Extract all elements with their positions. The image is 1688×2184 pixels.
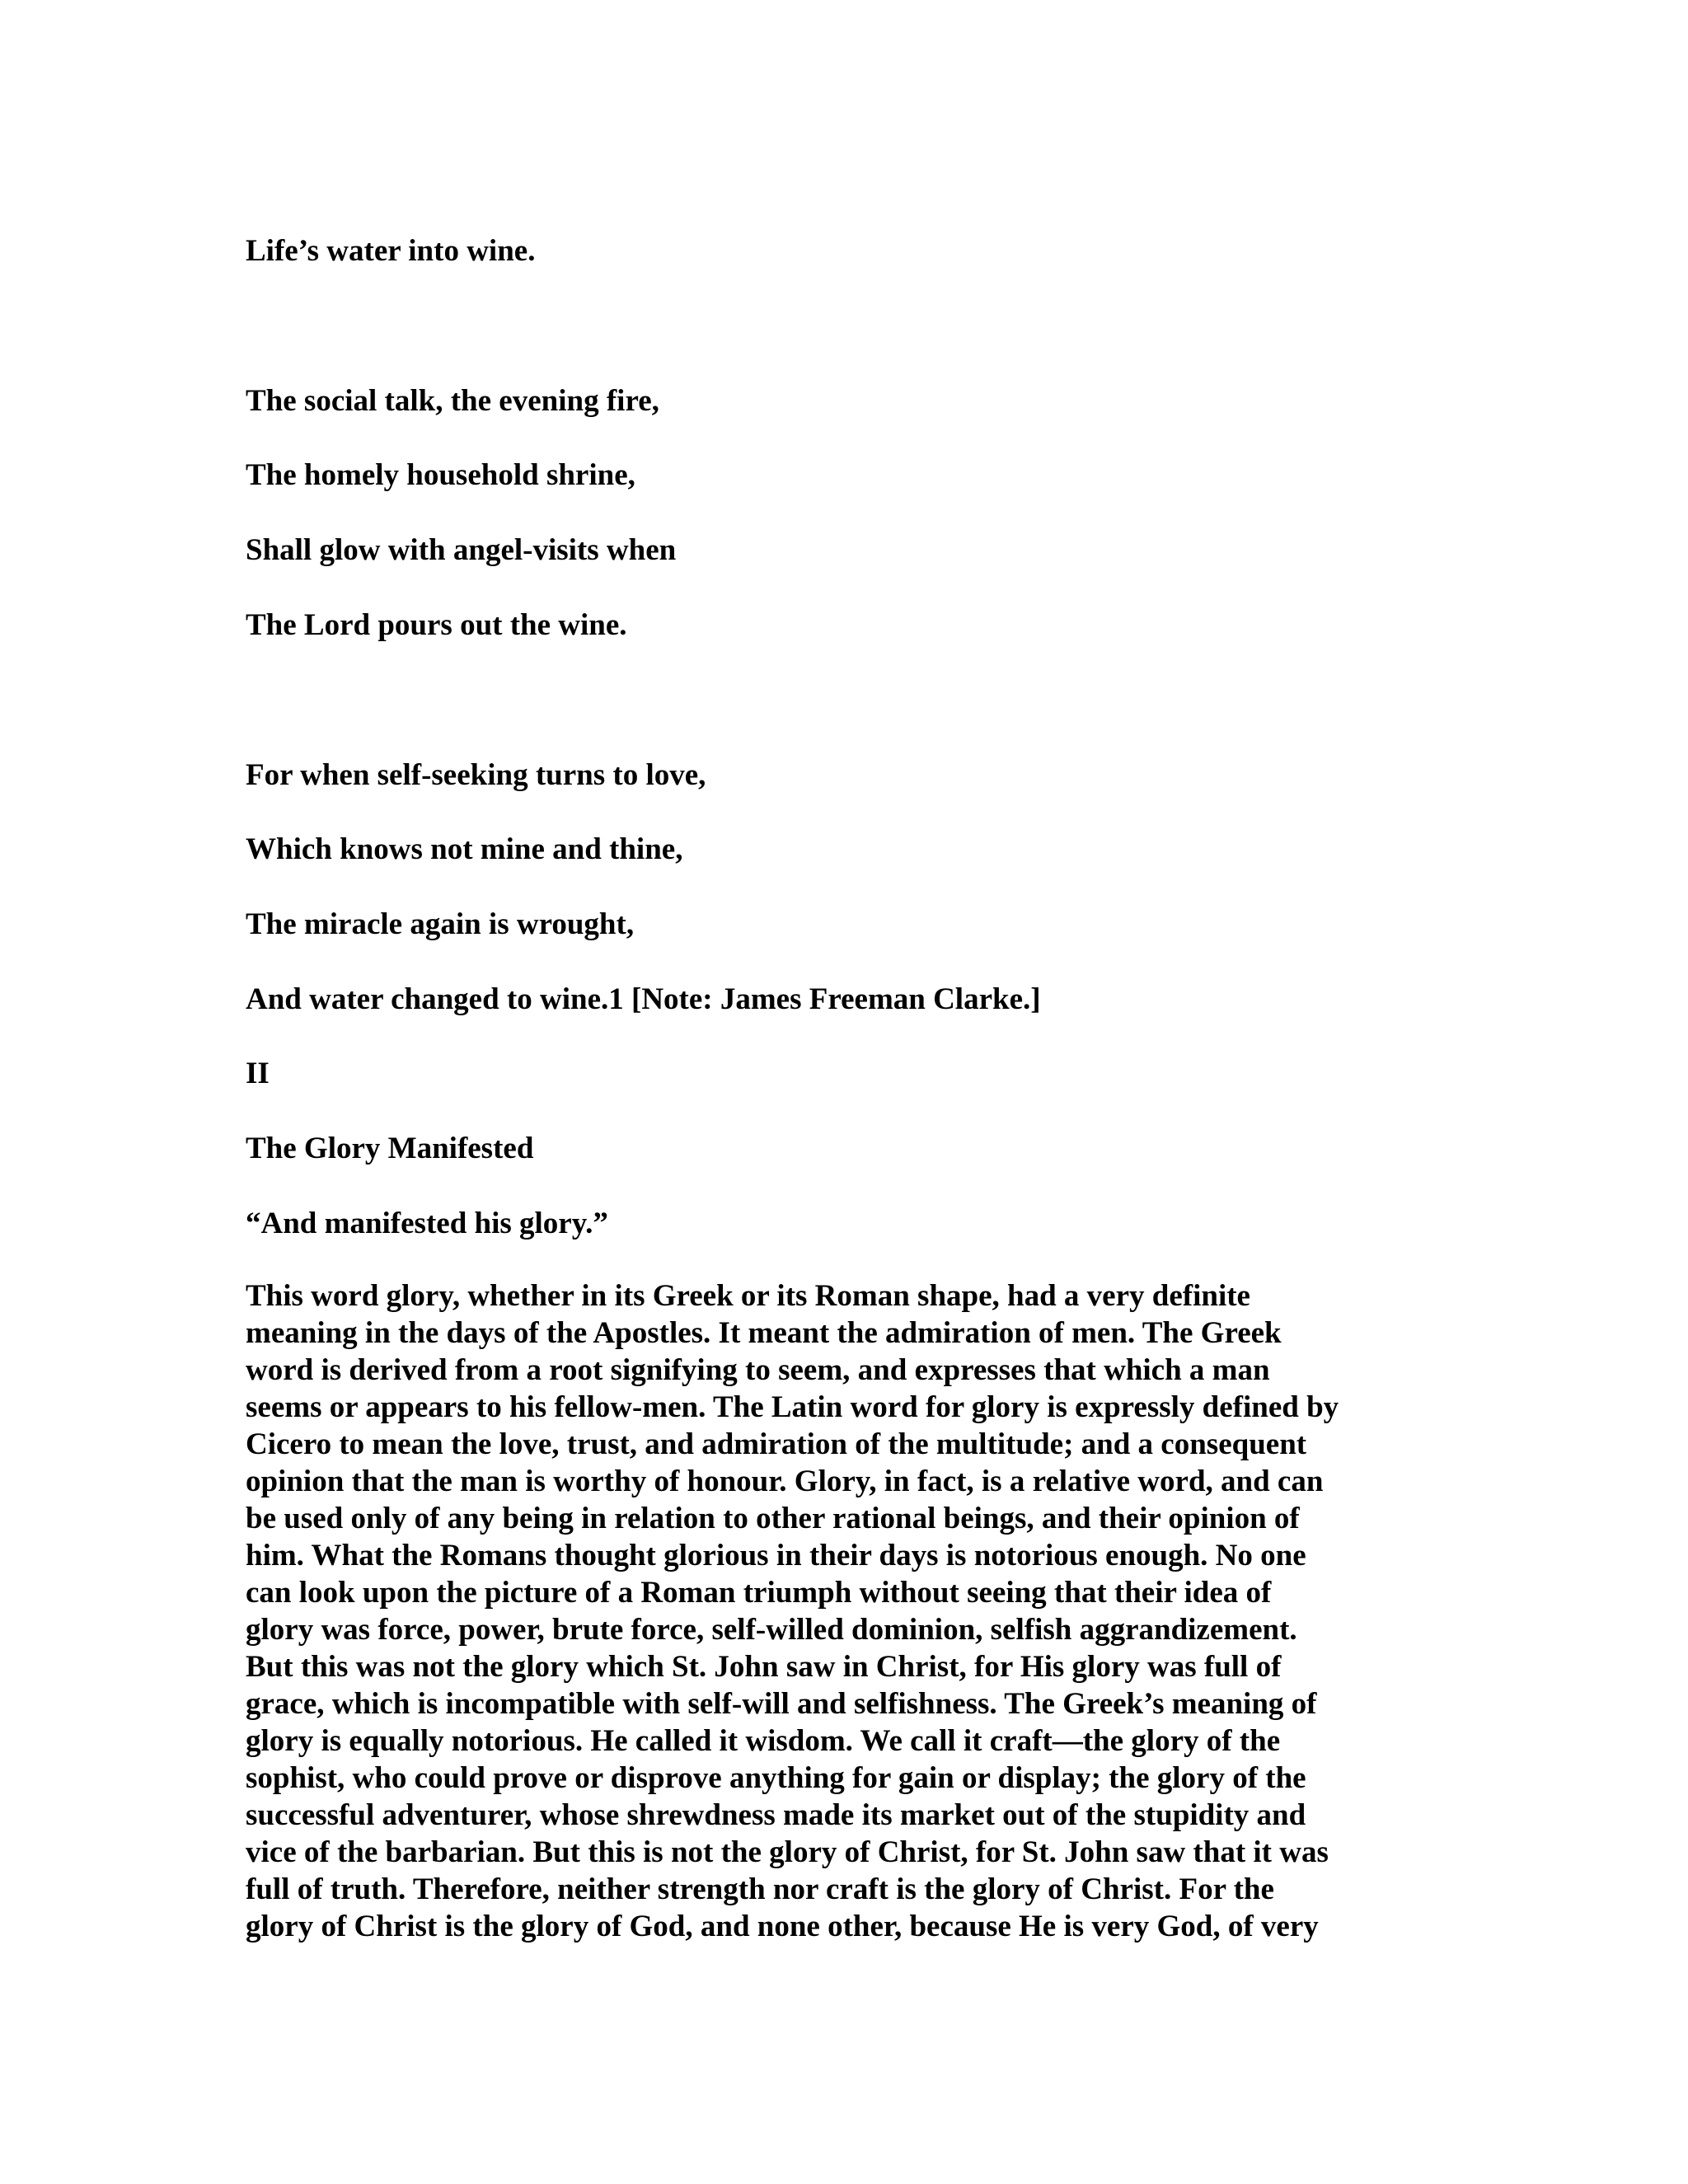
poem-line: The miracle again is wrought, [246, 907, 635, 941]
section-number: II [246, 1057, 270, 1090]
paragraph-line: can look upon the picture of a Roman triumph without seeing that their idea of [246, 1576, 1272, 1610]
paragraph-line: meaning in the days of the Apostles. It meant the admiration of men. The Greek [246, 1316, 1282, 1350]
paragraph-line: But this was not the glory which St. John saw in Christ, for His glory was full of [246, 1650, 1282, 1684]
paragraph-line: full of truth. Therefore, neither strength nor craft is the glory of Christ. For the [246, 1872, 1274, 1906]
poem-line: The Lord pours out the wine. [246, 608, 627, 642]
paragraph-line: This word glory, whether in its Greek or its Roman shape, had a very definite [246, 1279, 1250, 1313]
paragraph-line: opinion that the man is worthy of honour. Glory, in fact, is a relative word, and can [246, 1465, 1324, 1498]
paragraph-line: be used only of any being in relation to other rational beings, and their opinion of [246, 1502, 1300, 1535]
paragraph-line: glory of Christ is the glory of God, and none other, because He is very God, of very [246, 1910, 1319, 1943]
paragraph-line: glory was force, power, brute force, self-willed dominion, selfish aggrandizement. [246, 1613, 1297, 1647]
poem-line: Life’s water into wine. [246, 234, 536, 268]
paragraph-line: seems or appears to his fellow-men. The Latin word for glory is expressly defined by [246, 1390, 1339, 1424]
poem-line: Which knows not mine and thine, [246, 832, 683, 866]
poem-line: Shall glow with angel-visits when [246, 533, 677, 567]
paragraph-line: vice of the barbarian. But this is not the glory of Christ, for St. John saw that it was [246, 1835, 1329, 1869]
paragraph-line: word is derived from a root signifying to seem, and expresses that which a man [246, 1353, 1270, 1387]
paragraph-line: grace, which is incompatible with self-will and selfishness. The Greek’s meaning of [246, 1687, 1317, 1721]
paragraph-line: him. What the Romans thought glorious in their days is notorious enough. No one [246, 1539, 1306, 1572]
section-title: The Glory Manifested [246, 1132, 534, 1165]
paragraph-line: glory is equally notorious. He called it wisdom. We call it craft—the glory of the [246, 1724, 1281, 1758]
poem-line: The social talk, the evening fire, [246, 384, 659, 418]
paragraph-line: Cicero to mean the love, trust, and admiration of the multitude; and a consequent [246, 1427, 1307, 1461]
poem-line: The homely household shrine, [246, 458, 635, 492]
poem-line-with-note: And water changed to wine.1 [Note: James Freeman Clarke.] [246, 982, 1041, 1016]
paragraph-line: successful adventurer, whose shrewdness made its market out of the stupidity and [246, 1798, 1306, 1832]
body-paragraph [246, 1277, 1449, 1945]
poem-line: For when self-seeking turns to love, [246, 758, 706, 792]
paragraph-line: sophist, who could prove or disprove anything for gain or display; the glory of the [246, 1761, 1306, 1795]
section-epigraph: “And manifested his glory.” [246, 1207, 608, 1240]
